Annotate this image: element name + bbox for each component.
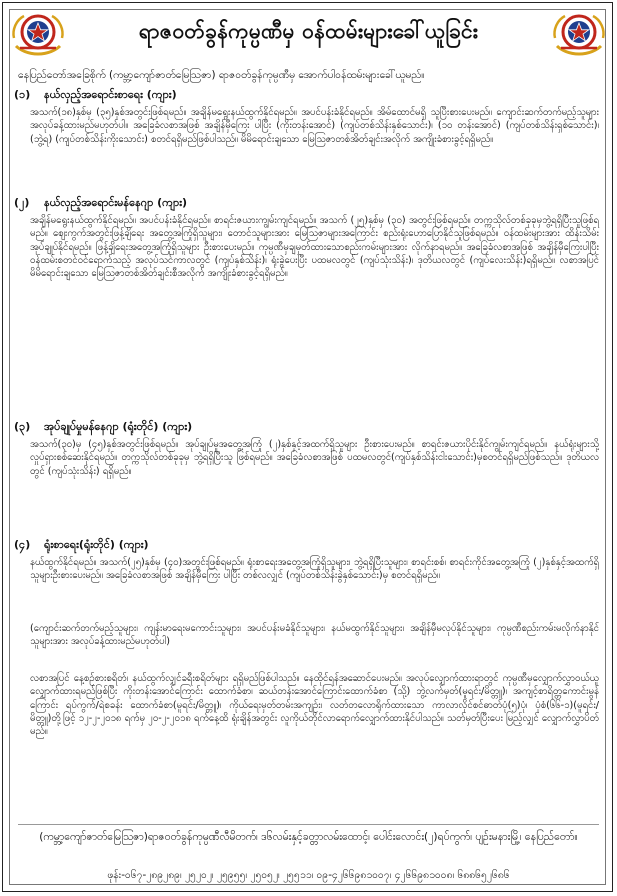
section-1-title: နယ်လှည့်အရောင်းစာရေး (ကျား): [44, 88, 177, 101]
company-logo-left: [10, 8, 66, 58]
page-title: ရာဇဝတ်ခွန်ကုမ္ပဏီမှ ဝန်ထမ်းများခေါ်ယူခြင်း: [138, 19, 479, 43]
phone-numbers: ဖုန်း-၀၆၇-၂၈၉၂၈၉၊ ၂၅၂၀၂၊ ၂၅၉၅၅၊ ၂၅၀၅၂၊ ၂၅၅၁၁၊ ၀၉-၄၂၆၆၉၈၁၀၀၇၊ ၄၂၆၆၉၈၁၀၀၈၊ ၆၈၈၆၅၂၆၈၆: [107, 869, 510, 881]
section-1-heading: [14, 88, 177, 102]
section-4-heading: [14, 538, 149, 552]
section-4-closing: လစာအပြင် နေ့စဉ်စားစရိတ်၊ နယ်ထွက်လျှင်ခရီးစရိတ်များ ရရှိမည်ဖြစ်ပါသည်။ နေထိုင်ရန်အဆောင်ပေးမည်။ အလုပ်လျှောက်ထားရာတွင် ကုမ္ပဏီမှလျှောက်လွှာဝယ်ယူ လျှောက်ထားရမည်ဖြစ်ပြီး ကိုးတန်းအောင်ကြောင်း ထောက်ခံစာ၊ ဆယ်တန်းအောင်ကြောင်းထောက်ခံစာ (သို့) ဘွဲ့လက်မှတ်(မူရင်း/မိတ္တူ)၊ အကျင့်စာရိတ္တကောင်းမွန် ကြောင်း ရပ်ကွက်/ရဲစခန်း ထောက်ခံစာ(မူရင်း/မိတ္တူ)၊ ကိုယ်ရေးမှတ်တမ်းအကျဉ်း၊ လတ်တလောရိုက်ထားသော ကာလာလိုင်စင်ဓာတ်ပုံ(၅)ပုံ၊ ပုံစံ(၆၆-၁)(မူရင်း/မိတ္တူ)တို့ဖြင့် ၁၂-၂-၂၀၁၈ ရက်မှ ၂၀-၂-၂၀၁၈ ရက်နေ့ထိ ရုံးချိန်အတွင်း လူကိုယ်တိုင်လာရောက်လျှောက်ထားနိုင်ပါသည်။ သတ်မှတ်ပြီးပေး မြည့်လျှင် လျှောက်လွှာပိတ်မည်။: [30, 673, 599, 738]
section-3-number: (၃): [14, 420, 31, 433]
section-2-number: (၂): [14, 196, 30, 209]
company-logo-right: [551, 8, 607, 58]
section-2-body: အချိန်မရွေးနယ်ထွက်နိုင်ရမည်။ အပင်ပန်းခံနိုင်ရမည်။ စာရင်းဇယားကျွမ်းကျင်ရမည်။ အသက် (၂၅)နှစ်မှ (၃၀) အတွင်းဖြစ်ရမည်။ တက္ကသိုလ်တစ်ခုခုမှဘွဲ့ရရှိပြီးသူဖြစ်ရမည်။ ဈေးကွက်အတွင်းဖြန့်ချိရေး အတွေ့အကြုံရှိသူများ၊ တောင်သူများအား မြေသြဇာများအကြောင်း စည်းရုံးဟောပြောနိုင်သူဖြစ်ရမည်။ ဝန်ထမ်းများအား ထိန်းသိမ်း အုပ်ချုပ်နိုင်ရမည်။ ဖြန့်ချိရေးအတွေ့အကြုံရှိသူများ ဦးစားပေးမည်။ ကုမ္ပဏီမှချမှတ်ထားသောစည်းကမ်းများအား လိုက်နာရမည်။ အခြေခံလစာအဖြစ် အချိန်မှီကြေးပါပြီး ဝန်ထမ်းစတင်ဝင်ရောက်သည့် အလုပ်သင်ကာလတွင် (ကျပ်နှစ်သိန်း)၊ ရုံးခွဲပေးပြီး ပထမလတွင် (ကျပ်သုံးသိန်း)၊ ဒုတိယလတွင် (ကျပ်လေးသိန်း)ရရှိမည်။ လစာအပြင် မိမိရောင်းချသော မြေသြဇာတစ်အိတ်ချင်းစီအလိုက် အကျိုးခံစားခွင့်ရရှိမည်။: [30, 215, 599, 280]
header: [10, 8, 607, 60]
section-4-body: နယ်ထွက်နိုင်ရမည်။ အသက်(၂၅)နှစ်မှ (၄၀)အတွင်းဖြစ်ရမည်။ ရုံးစာရေးအတွေ့အကြုံရှိသူများ၊ ဘွဲ့ရရှိပြီးသူများ၊ စာရင်းစစ်၊ စာရင်းကိုင်အတွေ့အကြုံ (၂)နှစ်နှင့်အထက်ရှိသူများဦးစားပေးမည်။ အခြေခံလစာအဖြစ် အချိန်မှီကြေး ပါပြီး တစ်လလျှင် (ကျပ်တစ်သိန်းခွဲနှစ်သောင်း)မှ စတင်ရရှိမည်။: [30, 557, 599, 582]
section-4-title: ရုံးစာရေး(ရုံးတိုင်) (ကျား): [44, 538, 149, 551]
section-4-notes: (ကျောင်းဆက်တက်မည့်သူများ၊ ကျန်းမာရေးမကောင်းသူများ၊ အပင်ပန်းမခံနိုင်သူများ၊ နယ်မထွက်နိုင်သူများ၊ အချိန်မှီမလုပ်နိုင်သူများ၊ ကုမ္ပဏီစည်းကမ်းမလိုက်နာနိုင်သူများအား အလုပ်ခန့်ထားမည်မဟုတ်ပါ): [30, 623, 599, 648]
section-3-title: အုပ်ချုပ်မှုမန်နေဂျာ (ရုံးတိုင်) (ကျား): [44, 420, 193, 433]
section-4-number: (၄): [14, 538, 31, 551]
footer-divider: [18, 824, 599, 825]
section-3-heading: [14, 420, 192, 434]
section-2-heading: [14, 196, 187, 210]
section-3-body: အသက်(၃၀)မှ (၄၅)နှစ်အတွင်းဖြစ်ရမည်။ အုပ်ချုပ်မှုအတွေ့အကြုံ (၂)နှစ်နှင့်အထက်ရှိသူများ ဦးစားပေးမည်။ စာရင်းဇယားပိုင်းနိုင်ကျွမ်းကျင်ရမည်။ နယ်ရုံးများသို့ လှုပ်ရှားစစ်ဆေးနိုင်ရမည်။ တက္ကသိုလ်တစ်ခုခုမှ ဘွဲ့ရရှိပြီးသူ ဖြစ်ရမည်။ အခြေခံလစာအဖြစ် ပထမလတွင်(ကျပ်နှစ်သိန်းငါးသောင်း)မှစတင်ရရှိမည်ဖြစ်သည်။ ဒုတိယလတွင် (ကျပ်သုံးသိန်း) ရရှိမည်။: [30, 439, 599, 477]
company-address: (ကမ္ဘာ့ကျော်ဇာတ်မြေသြဇာ)ရာဇဝတ်ခွန်ကုမ္ပဏီလီမိတက်၊ ဒ၆လမ်းနှင့်ခတ္တာလမ်းထောင့်၊ ပေါင်းလောင်း(၂)ရပ်ကွက်၊ ပျဉ်းမနားမြို့၊ နေပြည်တော်။: [39, 831, 578, 843]
intro-text: နေပြည်တော်အခြေစိုက် (ကမ္ဘာ့ကျော်ဇာတ်မြေသြဇာ) ရာဇဝတ်ခွန်ကုမ္ပဏီမှ အောက်ပါဝန်ထမ်းများခေါ်ယူမည်။: [18, 69, 425, 81]
section-2-title: နယ်လှည့်အရောင်းမန်နေဂျာ (ကျား): [44, 196, 188, 209]
section-1-body: အသက်(၁၈)နှစ်မှ (၃၅)နှစ်အတွင်းဖြစ်ရမည်။ အချိန်မရွေးနယ်ထွက်နိုင်ရမည်။ အပင်ပန်းခံနိုင်ရမည်။ အိမ်ထောင်မရှိ သူပြီးစားပေးမည်။ ကျောင်းဆက်တက်မည့်သူများ အလုပ်ခန့်ထားမည်မဟုတ်ပါ။ အခြေခံလစာအဖြစ် အချိန်မှီကြေး ပါပြီး (ကိုးတန်းအောင်) (ကျပ်တစ်သိန်းနှစ်သောင်း)၊ (၁၀ တန်းအောင်) (ကျပ်တစ်သိန်းရှစ်သောင်း)၊ (ဘွဲ့ရ) (ကျပ်တစ်သိန်းကိုးသောင်း) စတင်ရရှိမည်ဖြစ်ပါသည်။ မိမိရောင်းချသော မြေသြဇာတစ်အိတ်ချင်းအလိုက် အကျိုးခံစားခွင့်ရရှိမည်။: [30, 107, 599, 145]
section-1-number: (၁): [14, 88, 31, 101]
